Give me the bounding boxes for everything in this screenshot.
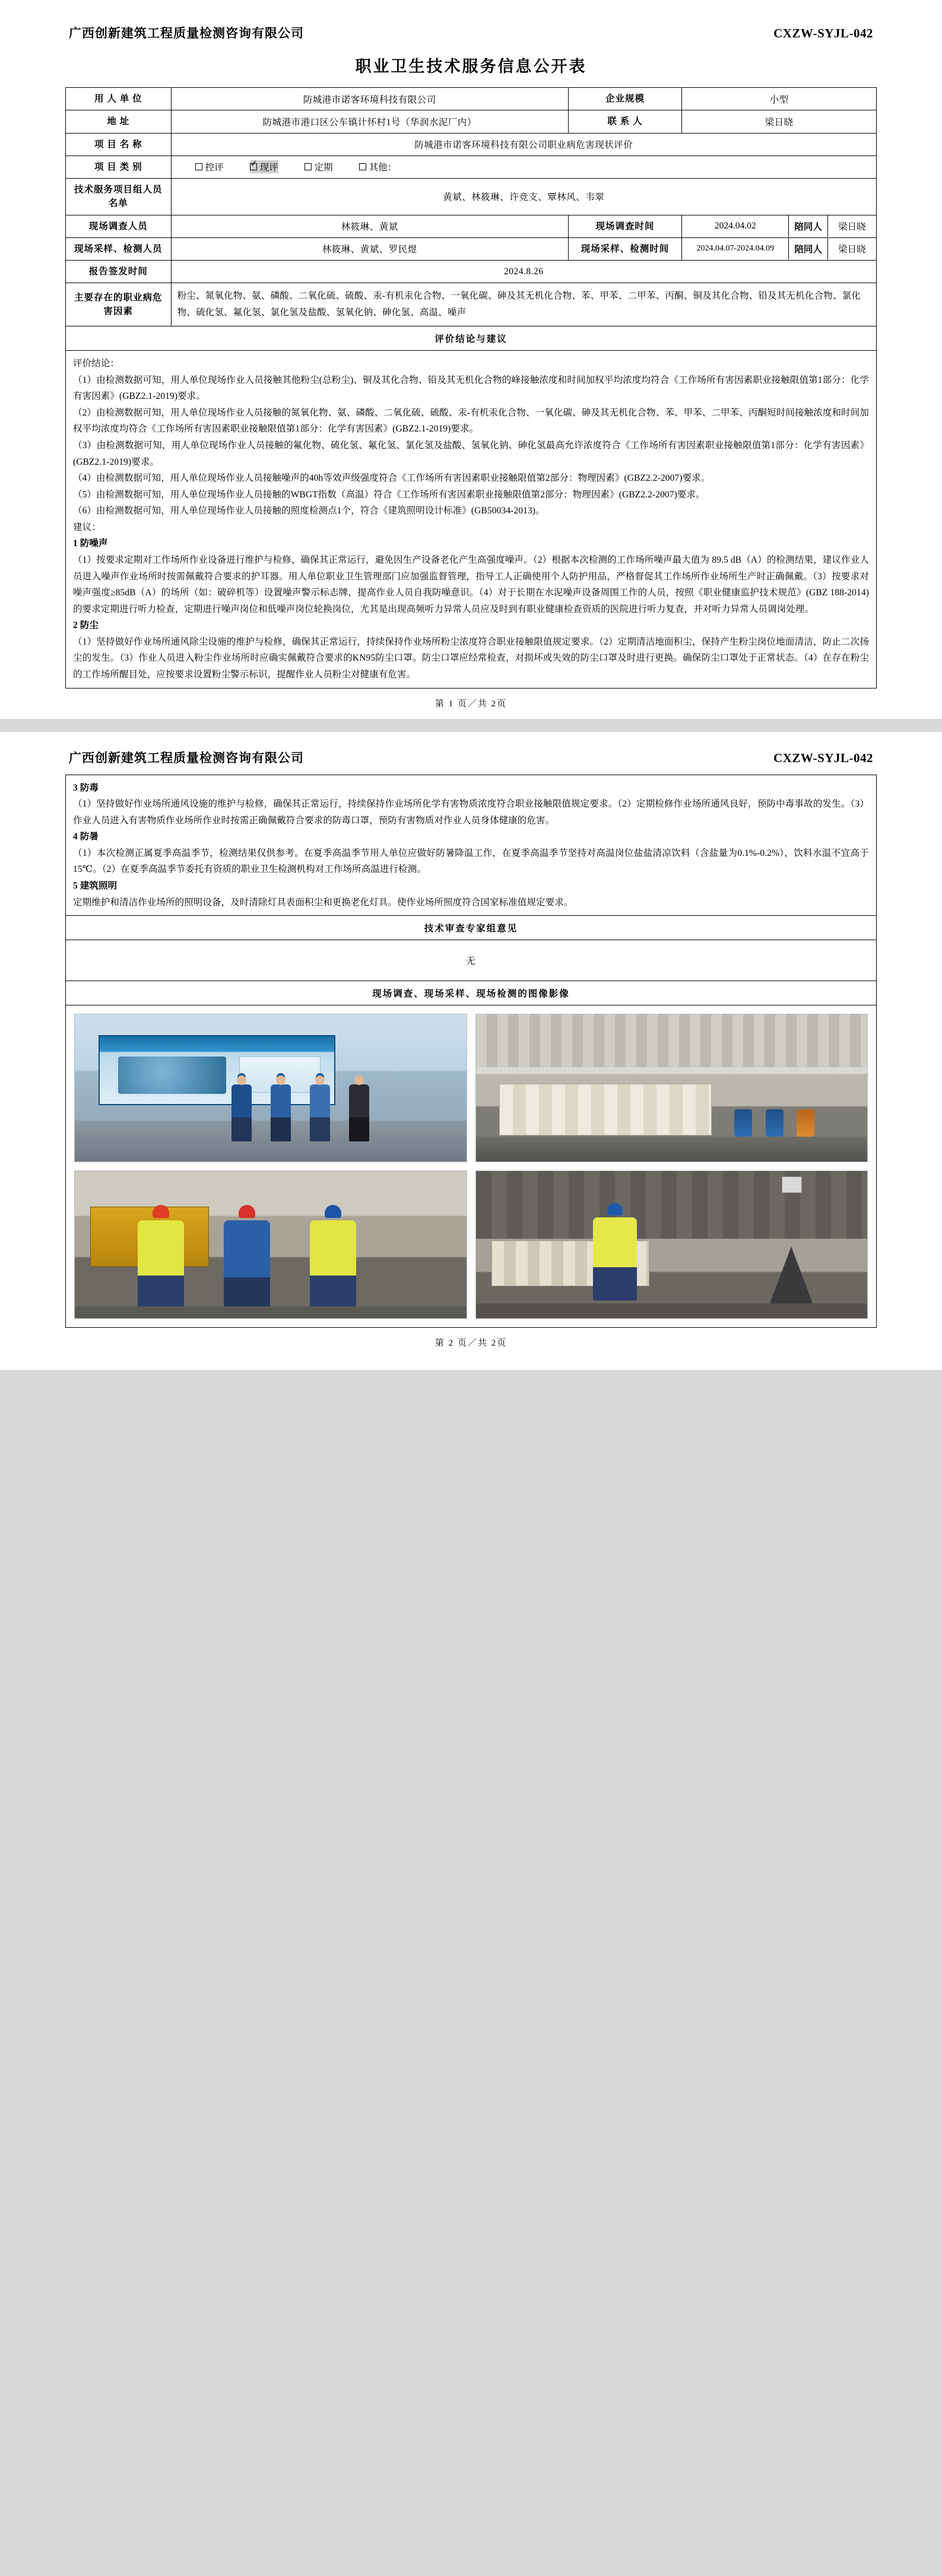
conclusion-item: （4）由检测数据可知，用人单位现场作业人员接触噪声的40h等效声级强度符合《工作场所有害因素职业接触限值第2部分：物理因素》(GBZ2.2-2007)要求。 (73, 473, 711, 484)
advice-heading: 建议： (73, 522, 101, 532)
scale-value: 小型 (682, 88, 877, 110)
report-date-label: 报告签发时间 (66, 261, 172, 283)
worker-figure (138, 1220, 184, 1309)
conclusion-body (66, 351, 877, 689)
checkbox-label: 控评 (205, 163, 224, 173)
worker-figure (310, 1220, 356, 1309)
page-header (65, 18, 877, 50)
conclusion-item: （2）由检测数据可知，用人单位现场作业人员接触的氮氧化物、氨、磷酸、二氧化硫、硫酸、汞-有机汞化合物、一氧化碳、砷及其无机化合物、苯、甲苯、二甲苯、丙酮短时间接触浓度和时间加权平均浓度均符合《工作场所有害因素职业接触限值第1部分：化学有害因素》(GBZ2.1-2019)要求。 (73, 407, 869, 434)
survey-person-label: 现场调查人员 (66, 215, 172, 237)
table-row-hazards (66, 283, 877, 326)
checkbox-option-qita[interactable] (359, 160, 397, 173)
person-figure (349, 1084, 369, 1141)
floor (476, 1303, 868, 1318)
survey-time-value: 2024.04.02 (682, 215, 789, 237)
conclusion-item: （5）由检测数据可知，用人单位现场作业人员接触的WBGT指数（高温）符合《工作场所有害因素职业接触限值第2部分：物理因素》(GBZ2.2-2007)要求。 (73, 489, 705, 500)
wall (476, 1171, 868, 1239)
sampling-time-value: 2024.04.07-2024.04.09 (682, 238, 789, 259)
accompany2-label: 陪同人 (789, 238, 827, 259)
advice-section-text: （1）坚持做好作业场所通风除尘设施的维护与检修，确保其正常运行，持续保持作业场所粉尘浓度符合职业接触限值规定要求。（2）定期清洁地面积尘，保持产生粉尘岗位地面清洁，防止二次扬尘的发生。（3）作业人员进入粉尘作业场所时应确实佩戴符合要求的KN95防尘口罩。防尘口罩应经常检查，对损坏或失效的防尘口罩及时进行更换。确保防尘口罩处于正常状态。（4）在存在粉尘的工作场所醒目处，应按要求设置粉尘警示标识，提醒作业人员粉尘对健康有危害。 (73, 636, 869, 680)
conclusion-item: （3）由检测数据可知，用人单位现场作业人员接触的氟化物、硫化氢、氟化氢、氯化氢及盐酸、氢氧化钠、砷化氢最高允许浓度符合《工作场所有害因素职业接触限值第1部分：化学有害因素》(GBZ2.1-2019)要求。 (73, 440, 869, 467)
project-name-label: 项 目 名 称 (66, 133, 172, 156)
checkbox-option-kongping[interactable] (195, 160, 224, 173)
drum (734, 1109, 752, 1137)
worker-figure (224, 1220, 270, 1309)
drum (797, 1109, 814, 1137)
sampling-person-value: 林筱琳、黄斌、罗民煜 (171, 237, 568, 260)
page-separator (0, 719, 942, 732)
hazard-value: 粉尘、氮氧化物、氨、磷酸、二氧化硫、硫酸、汞-有机汞化合物、一氧化碳、砷及其无机化合物、苯、甲苯、二甲苯、丙酮、铜及其化合物、铅及其无机化合物、氯化物、硫化氢、氟化氢、氯化氢及盐酸、氢氧化钠、砷化氢、高温、噪声 (171, 283, 876, 326)
advice-section-title: 4 防暑 (73, 832, 99, 842)
table-row-team (66, 179, 877, 215)
checkbox-icon (195, 163, 202, 170)
header-doc-code: CXZW-SYJL-042 (773, 750, 873, 765)
table-row-survey (66, 215, 877, 237)
checkbox-label: 其他： (369, 163, 397, 173)
table-row-project-type (66, 156, 877, 178)
advice-section-text: 定期维护和清洁作业场所的照明设备，及时清除灯具表面积尘和更换老化灯具。使作业场所照度符合国家标准值规定要求。 (73, 897, 573, 908)
table-row-employer (66, 88, 877, 110)
table-row-expert-value (66, 940, 877, 981)
address-label: 地 址 (66, 110, 172, 133)
checkbox-icon (359, 163, 366, 170)
checkbox-icon (305, 163, 312, 170)
contact-label: 联 系 人 (568, 110, 681, 133)
floor (476, 1137, 868, 1162)
conclusion-item: （6）由检测数据可知，用人单位现场作业人员接触的照度检测点1个，符合《建筑照明设计标准》(GB50034-2013)。 (73, 506, 545, 516)
table-row-gallery-header (66, 981, 877, 1005)
drum (766, 1109, 784, 1137)
checkbox-option-dingqi[interactable] (305, 160, 333, 173)
header-company-name: 广西创新建筑工程质量检测咨询有限公司 (69, 750, 304, 765)
employer-label: 用 人 单 位 (66, 88, 172, 110)
employer-value: 防城港市诺客环境科技有限公司 (171, 88, 568, 110)
advice-section-title: 3 防毒 (73, 782, 99, 793)
header-doc-code: CXZW-SYJL-042 (773, 26, 873, 40)
team-label: 技术服务项目组人员名单 (66, 179, 172, 215)
person-figure (310, 1084, 330, 1141)
checkbox-checked-icon (250, 163, 257, 170)
conclusion-section-title: 评价结论与建议 (66, 326, 877, 351)
warehouse-photo (475, 1014, 868, 1162)
gallery-header: 现场调查、现场采样、现场检测的图像影像 (66, 981, 877, 1005)
person-figure (271, 1084, 291, 1141)
header-company-name: 广西创新建筑工程质量检测咨询有限公司 (69, 26, 304, 40)
report-date-value: 2024.8.26 (171, 261, 876, 283)
photo-gallery (66, 1005, 876, 1327)
sampling-person-label: 现场采样、检测人员 (66, 237, 172, 260)
table-row-sampling (66, 237, 877, 260)
accompany-value: 梁日晓 (838, 222, 866, 233)
project-type-options (171, 156, 876, 178)
advice-section-title: 1 防噪声 (73, 538, 108, 549)
advice-section-title: 2 防尘 (73, 620, 99, 631)
address-value: 防城港市港口区公车镇计怀村1号（华润水泥厂内） (171, 110, 568, 133)
advice-section-text: （1）坚持做好作业场所通风设施的维护与检修，确保其正常运行，持续保持作业场所化学有害物质浓度符合职业接触限值规定要求。（2）定期检修作业场所通风良好，预防中毒事故的发生。（3）作业人员进入有害物质作业场所作业时按需正确佩戴符合要求的防毒口罩，预防有害物质对作业人员身体健康的危害。 (73, 799, 869, 826)
advice-section-title: 5 建筑照明 (73, 881, 118, 892)
scale-label: 企业规模 (568, 88, 681, 110)
checkbox-option-xianping[interactable] (250, 160, 278, 173)
sampling-time-label: 现场采样、检测时间 (568, 237, 681, 260)
sampling-time-cell (682, 237, 877, 260)
project-name-value: 防城港市诺客环境科技有限公司职业病危害现状评价 (171, 133, 876, 156)
advice-section-text: （1）本次检测正属夏季高温季节，检测结果仅供参考。在夏季高温季节用人单位应做好防暑降温工作，在夏季高温季节坚持对高温岗位盐盐清凉饮料（含盐量为0.1%-0.2%），饮料水温不宜高于15℃。（2）在夏季高温季节委托有资质的职业卫生检测机构对工作场所高温进行检测。 (73, 848, 869, 875)
table-row-project-name (66, 133, 877, 156)
worker-figure (593, 1217, 637, 1300)
checkbox-label: 定期 (314, 163, 333, 173)
team-value: 黄斌、林筱琳、许竞支、覃林风、韦翠 (171, 179, 876, 215)
accompany-label: 陪同人 (789, 215, 827, 237)
sampling-photo (74, 1170, 467, 1319)
document-page-1 (0, 0, 942, 719)
roof-structure (476, 1014, 868, 1067)
survey-time-label: 现场调查时间 (568, 215, 681, 237)
page-2-table (65, 775, 877, 1328)
contact-value: 梁日晓 (682, 110, 877, 133)
checkbox-label: 现评 (259, 163, 278, 173)
page-title: 职业卫生技术服务信息公开表 (355, 58, 587, 75)
project-type-label: 项 目 类 别 (66, 156, 172, 178)
hazard-label: 主要存在的职业病危害因素 (66, 283, 172, 326)
table-row-address (66, 110, 877, 133)
table-row-expert-header (66, 916, 877, 940)
page-2-header (65, 743, 877, 775)
expert-opinion-value: 无 (66, 940, 877, 981)
advice-continued-body (66, 775, 877, 916)
table-row-conclusion-body (66, 351, 877, 689)
conclusion-heading: 评价结论： (73, 359, 120, 369)
accompany2-value: 梁日晓 (838, 245, 866, 255)
expert-opinion-header: 技术审查专家组意见 (66, 916, 877, 940)
detection-photo (475, 1170, 868, 1319)
survey-person-value: 林筱琳、黄斌 (171, 215, 568, 237)
page-2-footer: 第 2 页／共 2页 (434, 1338, 508, 1349)
info-table (65, 87, 877, 689)
floor (75, 1306, 467, 1318)
conclusion-item: （1）由检测数据可知，用人单位现场作业人员接触其他粉尘(总粉尘)、铜及其化合物、铅及其无机化合物的峰接触浓度和时间加权平均浓度均符合《工作场所有害因素职业接触限值第1部分：化学有害因素》(GBZ2.1-2019)要求。 (73, 375, 869, 402)
table-row-conclusion-header (66, 326, 877, 351)
site-survey-photo (74, 1014, 467, 1162)
material-bags (499, 1084, 712, 1135)
gallery-cell (66, 1005, 877, 1328)
table-row-gallery (66, 1005, 877, 1328)
advice-section-text: （1）按要求定期对工作场所作业设备进行维护与检修，确保其正常运行，避免因生产设备老化产生高强度噪声。（2）根据本次检测的工作场所噪声最大值为 89.5 dB（A）的检测结果，建议作业人员进入噪声作业场所时按需佩戴符合要求的护耳器。用人单位职业卫生管理部门应加强监督管理，指导工人正确使用个人防护用品，严格督促其工作场所作业场所生产时正确佩戴。（3）按要求对噪声强度≥85dB（A）的场所（如：破碎机等）设置噪声警示标志牌，提高作业人员自我防噪意识。（4）对于长期在水泥噪声设备周围工作的人员，按照《职业健康监护技术规范》(GBZ 188-2014)的要求定期进行听力检查，定期进行噪声岗位和低噪声岗位轮换岗位，尤其是出现高频听力异常人员应及时到有职业健康检查资质的医院进行听力复查，并对听力异常人员调岗处理。 (73, 554, 869, 614)
person-figure (231, 1084, 252, 1141)
survey-time-cell (682, 215, 877, 237)
table-row-advice-continued (66, 775, 877, 916)
tripod-instrument (770, 1246, 813, 1303)
banner-board (99, 1035, 336, 1105)
document-page-2 (0, 732, 942, 1371)
table-row-report-date (66, 261, 877, 283)
page-1-footer: 第 1 页／共 2页 (434, 699, 508, 709)
